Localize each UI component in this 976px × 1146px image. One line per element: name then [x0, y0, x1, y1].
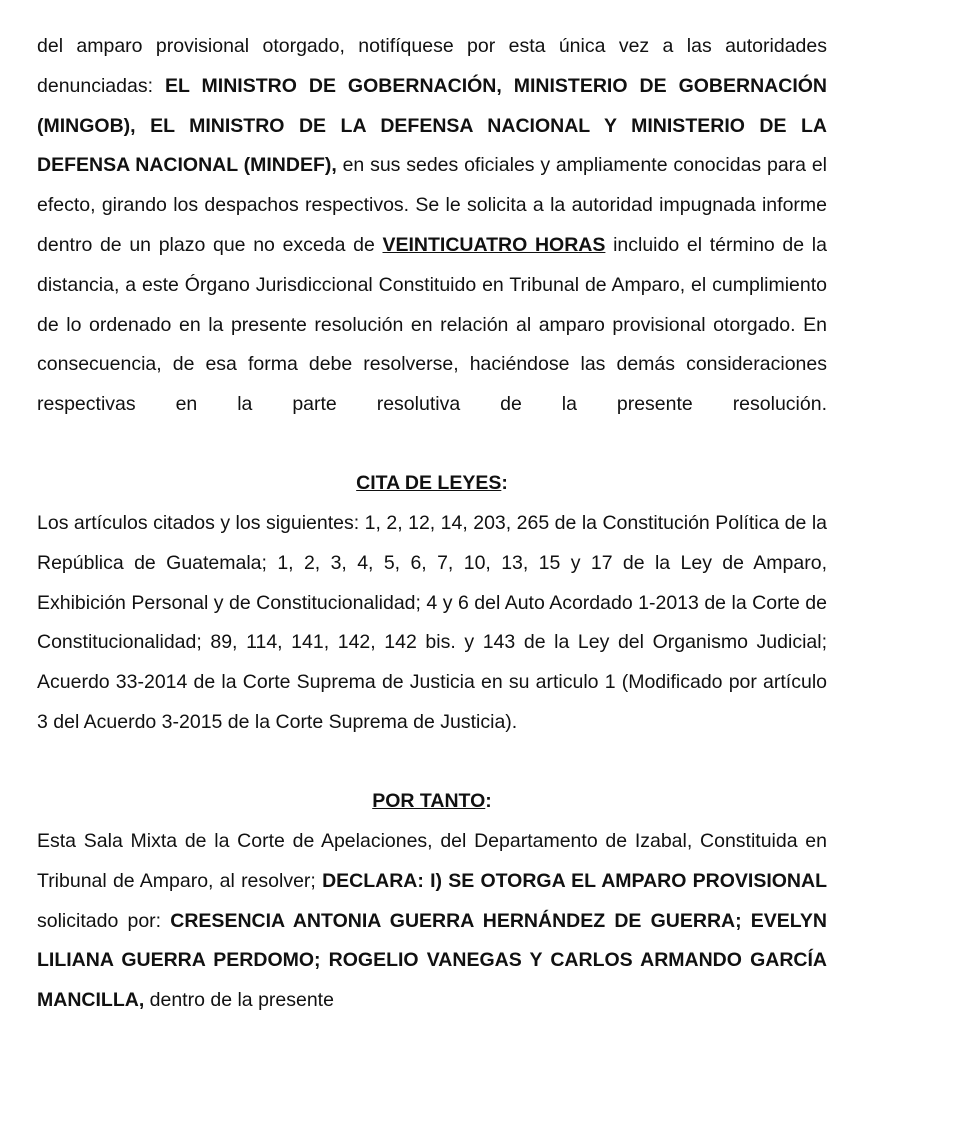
- heading-por-tanto: [37, 782, 827, 822]
- heading-por-tanto-title: POR TANTO: [372, 790, 486, 812]
- para1-term: VEINTICUATRO HORAS: [382, 233, 606, 256]
- heading-cita-title: CITA DE LEYES: [356, 472, 502, 494]
- heading-cita-de-leyes: [37, 464, 827, 504]
- heading-por-tanto-colon: :: [485, 790, 492, 812]
- paragraph-cita-de-leyes: [37, 504, 827, 743]
- para1-text-1: del amparo provisional otorgado, notifíquese por esta única vez a las autoridades denunciadas:: [37, 35, 827, 97]
- para3-text-2: solicitado por:: [37, 909, 171, 932]
- para3-text-3: dentro de la presente: [144, 989, 334, 1012]
- heading-cita-colon: :: [501, 472, 508, 494]
- para2-text: Los artículos citados y los siguientes: 1, 2, 12, 14, 203, 265 de la Constitución Política de la República de Guatemala; 1, 2, 3, 4, 5, 6, 7, 10, 13, 15 y 17 de la Ley de Amparo, Exhibición Personal y de Constitucionalidad; 4 y 6 del Auto Acordado 1-2013 de la Corte de Constitucionalidad; 89, 114, 141, 142, 142 bis. y 143 de la Ley del Organismo Judicial; Acuerdo 33-2014 de la Corte Suprema de Justicia en su articulo 1 (Modificado por artículo 3 del Acuerdo 3-2015 de la Corte Suprema de Justicia).: [37, 512, 827, 733]
- para1-text-2: en sus sedes oficiales y ampliamente conocidas para el efecto, girando los despachos respectivos. Se le solicita a la autoridad impugnada informe dentro de un plazo que no exceda de: [37, 154, 827, 256]
- para3-declara: DECLARA: I) SE OTORGA EL AMPARO PROVISIONAL: [322, 869, 827, 892]
- paragraph-por-tanto: [37, 822, 827, 1021]
- para3-text-1: Esta Sala Mixta de la Corte de Apelaciones, del Departamento de Izabal, Constituida en Tribunal de Amparo, al resolver;: [37, 830, 827, 892]
- para1-text-3: incluido el término de la distancia, a este Órgano Jurisdiccional Constituido en Tribunal de Amparo, el cumplimiento de lo ordenado en la presente resolución en relación al amparo provisional otorgado. En consecuencia, de esa forma debe resolverse, haciéndose las demás consideraciones respectivas en la parte resolutiva de la presente resolución.: [37, 233, 827, 416]
- para1-authorities: EL MINISTRO DE GOBERNACIÓN, MINISTERIO DE GOBERNACIÓN (MINGOB), EL MINISTRO DE LA DEFENSA NACIONAL Y MINISTERIO DE LA DEFENSA NACIONAL (MINDEF),: [37, 74, 827, 177]
- paragraph-notificacion: [37, 27, 827, 425]
- para3-petitioners: CRESENCIA ANTONIA GUERRA HERNÁNDEZ DE GUERRA; EVELYN LILIANA GUERRA PERDOMO; ROGELIO VANEGAS Y CARLOS ARMANDO GARCÍA MANCILLA,: [37, 909, 828, 1012]
